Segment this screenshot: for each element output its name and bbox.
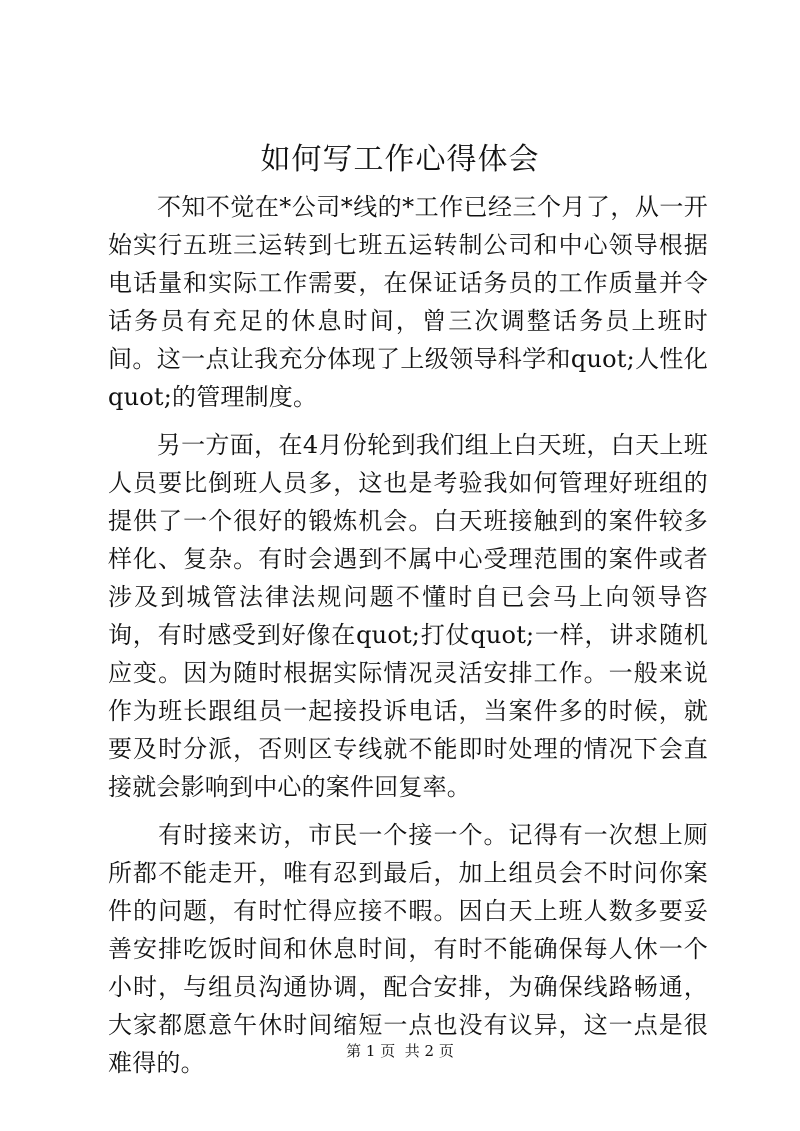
paragraph-2: 另一方面，在4月份轮到我们组上白天班，白天上班人员要比倒班人员多，这也是考验我如何管理好班组的提供了一个很好的锻炼机会。白天班接触到的案件较多样化、复杂。有时会遇到不属中心受理范围的案件或者涉及到城管法律法规问题不懂时自已会马上向领导咨询，有时感受到好像在quot;打仗quot;一样，讲求随机应变。因为随时根据实际情况灵活安排工作。一般来说作为班长跟组员一起接投诉电话，当案件多的时候，就要及时分派，否则区专线就不能即时处理的情况下会直接就会影响到中心的案件回复率。 xyxy=(108,431,708,801)
document-title: 如何写工作心得体会 xyxy=(260,142,540,177)
paragraph-1: 不知不觉在*公司*线的*工作已经三个月了，从一开始实行五班三运转到七班五运转制公司和中心领导根据电话量和实际工作需要，在保证话务员的工作质量并令话务员有充足的休息时间，曾三次调整话务员上班时间。这一点让我充分体现了上级领导科学和quot;人性化quot;的管理制度。 xyxy=(108,193,708,411)
paragraph-3: 有时接来访，市民一个接一个。记得有一次想上厕所都不能走开，唯有忍到最后，加上组员会不时问你案件的问题，有时忙得应接不暇。因白天上班人数多要妥善安排吃饭时间和休息时间，有时不能确保每人休一个小时，与组员沟通协调，配合安排，为确保线路畅通，大家都愿意午休时间缩短一点也没有议异，这一点是很难得的。 xyxy=(108,821,708,1077)
document-body xyxy=(108,188,708,1082)
page-number-footer: 第 1 页 共 2 页 xyxy=(346,1042,454,1060)
